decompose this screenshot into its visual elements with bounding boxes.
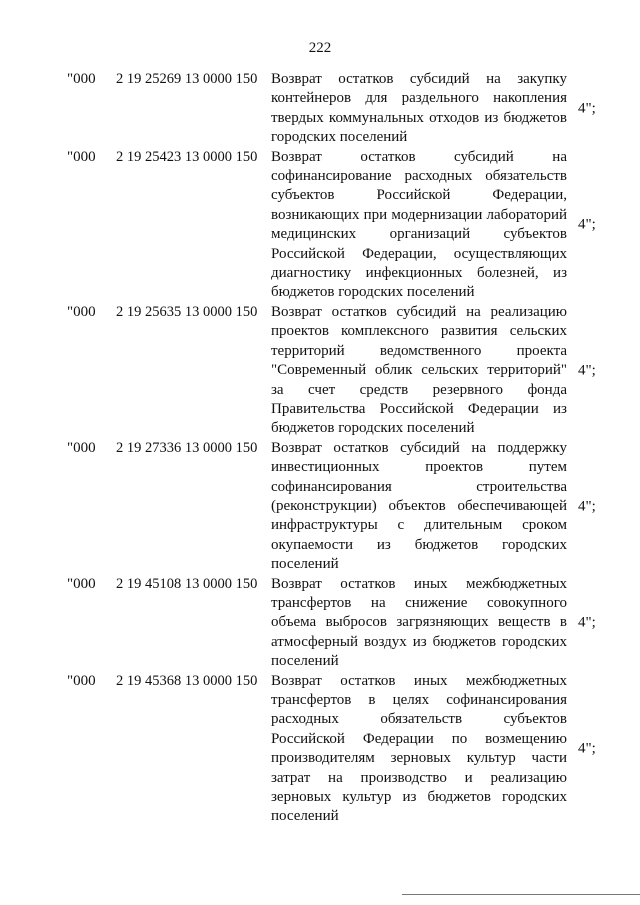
row-suffix: 4"; <box>578 614 596 631</box>
row-description: Возврат остатков иных межбюджетных трансфертов в целях софинансирования расходных обязательств субъектов Российской Федерации по возмещению производителям зерновых культур части затрат на производство и реализацию зерновых культур из бюджетов городских поселений <box>271 672 567 825</box>
budget-code: 2 19 25635 13 0000 150 <box>116 303 258 320</box>
table-row <box>0 439 640 575</box>
row-prefix: "000 <box>67 439 96 456</box>
row-prefix: "000 <box>67 303 96 320</box>
row-prefix: "000 <box>67 148 96 165</box>
row-suffix: 4"; <box>578 740 596 757</box>
budget-code: 2 19 45368 13 0000 150 <box>116 672 258 689</box>
row-prefix: "000 <box>67 575 96 592</box>
table-row <box>0 303 640 439</box>
bottom-rule <box>402 894 640 895</box>
row-description: Возврат остатков иных межбюджетных трансфертов на снижение совокупного объема выбросов загрязняющих веществ в атмосферный воздух из бюджетов городских поселений <box>271 575 567 670</box>
row-suffix: 4"; <box>578 497 596 514</box>
table-row <box>0 148 640 303</box>
row-description: Возврат остатков субсидий на реализацию проектов комплексного развития сельских территорий ведомственного проекта "Современный облик сельских территорий" за счет средств резервного фонда Правительства Российской Федерации из бюджетов городских поселений <box>271 303 567 437</box>
page-number: 222 <box>308 40 332 56</box>
budget-code: 2 19 25423 13 0000 150 <box>116 148 258 165</box>
budget-code: 2 19 27336 13 0000 150 <box>116 439 258 456</box>
budget-code: 2 19 25269 13 0000 150 <box>116 71 258 87</box>
budget-code: 2 19 45108 13 0000 150 <box>116 575 258 592</box>
table-row <box>0 672 640 827</box>
row-description: Возврат остатков субсидий на закупку контейнеров для раздельного накопления твердых коммунальных отходов из бюджетов городских поселений <box>271 71 567 146</box>
table-row <box>0 70 640 148</box>
budget-code-table <box>0 70 640 827</box>
table-row <box>0 575 640 672</box>
row-description: Возврат остатков субсидий на поддержку инвестиционных проектов путем софинансирования строительства (реконструкции) объектов обеспечивающей инфраструктуры с длительным сроком окупаемости из бюджетов городских поселений <box>271 439 567 573</box>
row-suffix: 4"; <box>578 216 596 233</box>
row-suffix: 4"; <box>578 362 596 379</box>
row-suffix: 4"; <box>578 100 596 117</box>
row-prefix: "000 <box>67 71 96 87</box>
row-description: Возврат остатков субсидий на софинансирование расходных обязательств субъектов Российской Федерации, возникающих при модернизации лабораторий медицинских организаций субъектов Российской Федерации, осуществляющих диагностику инфекционных болезней, из бюджетов городских поселений <box>271 148 567 301</box>
row-prefix: "000 <box>67 672 96 689</box>
